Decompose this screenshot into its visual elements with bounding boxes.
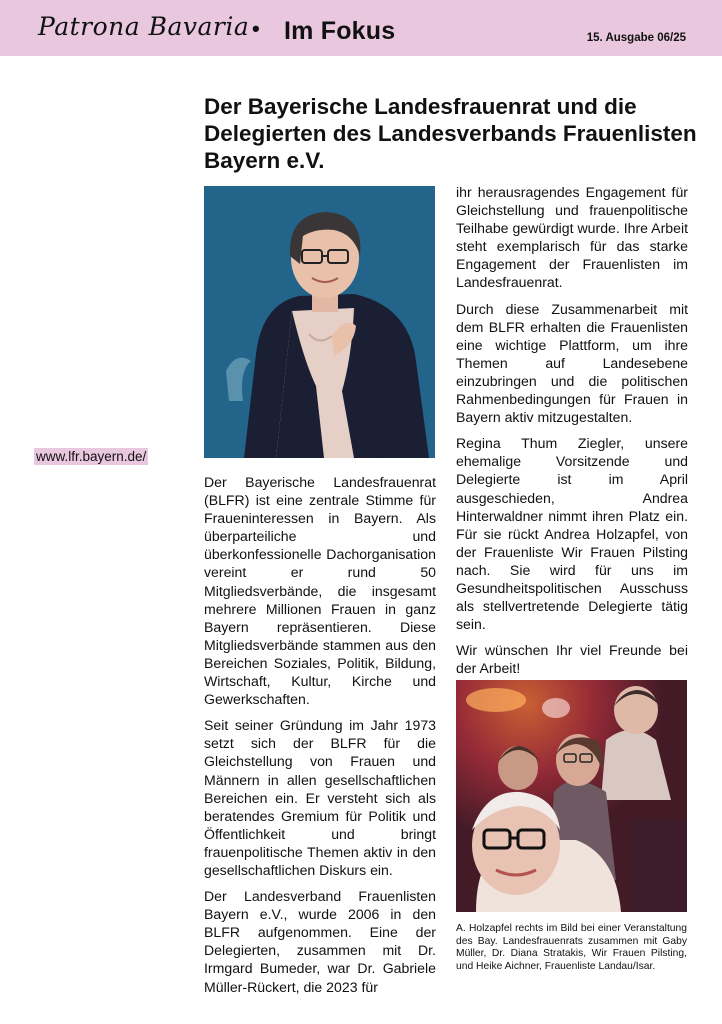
section-title: Im Fokus [284,17,396,45]
article-column-left [204,473,436,1004]
paragraph: Der Bayerische Landesfrauenrat (BLFR) ist eine zentrale Stimme für Fraueninteressen in Bayern. Als überparteiliche und überkonfessionelle Dachorganisation vereint er rund 50 Mitgliedsverbände, die insgesamt mehrere Millionen Frauen in ganz Bayern repräsentieren. Diese Mitgliedsverbände stammen aus den Bereichen Soziales, Politik, Bildung, Wirtschaft, Kultur, Kirche und Gewerkschaften. [204,474,436,708]
paragraph: Der Landesverband Frauenlisten Bayern e.V., wurde 2006 in den BLFR aufgenommen. Eine der Delegierten, zusammen mit Dr. Irmgard Bumeder, war Dr. Gabriele Müller-Rückert, die 2023 für [204,888,436,995]
issue-label: 15. Ausgabe 06/25 [586,32,686,44]
paragraph: Durch diese Zusammenarbeit mit dem BLFR erhalten die Frauenlisten eine wichtige Plattform, um ihre Themen auf Landesebene einzubringen und die politischen Rahmenbedingungen für Frauen in Bayern aktiv mitzugestalten. [456,300,688,426]
website-link[interactable]: www.lfr.bayern.de/ [36,449,147,464]
article-column-right [456,183,688,685]
paragraph: Regina Thum Ziegler, unsere ehemalige Vorsitzende und Delegierte ist im April ausgeschieden, Andrea Hinterwaldner nimmt ihren Platz ein. Für sie rückt Andrea Holzapfel, von der Frauenliste Wir Frauen Pilsting nach. Sie wird für uns im Gesundheitspolitischen Ausschuss als stellvertretende Delegierte tätig sein. [456,435,688,633]
article-headline: Der Bayerische Landesfrauenrat und die Delegierten des Landesverbands Frauenlisten Bayern e.V. [204,94,697,173]
paragraph: Wir wünschen Ihr viel Freunde bei der Arbeit! [456,642,688,677]
paragraph: ihr herausragendes Engagement für Gleichstellung und frauenpolitische Teilhabe gewürdigt wurde. Ihre Arbeit steht exemplarisch für das starke Engagement der Frauenlisten im Landesfrauenrat. [456,184,688,291]
publication-title: Patrona Bavaria [38,12,250,41]
paragraph: Seit seiner Gründung im Jahr 1973 setzt sich der BLFR für die Gleichstellung von Frauen und Männern in allen gesellschaftlichen Bereichen ein. Er versteht sich als beratendes Gremium für Politik und Öffentlichkeit und bringt frauenpolitische Themen aktiv in den gesellschaftlichen Diskurs ein. [204,717,436,878]
title-separator: • [252,16,260,41]
event-group-photo [456,680,687,912]
header-band [0,0,722,56]
photo-caption: A. Holzapfel rechts im Bild bei einer Veranstaltung des Bay. Landesfrauenrats zusammen mit Gaby Müller, Dr. Diana Stratakis, Wir Frauen Pilsting, und Heike Aichner, Frauenliste Landau/Isar. [456,923,687,972]
portrait-photo [204,186,435,458]
